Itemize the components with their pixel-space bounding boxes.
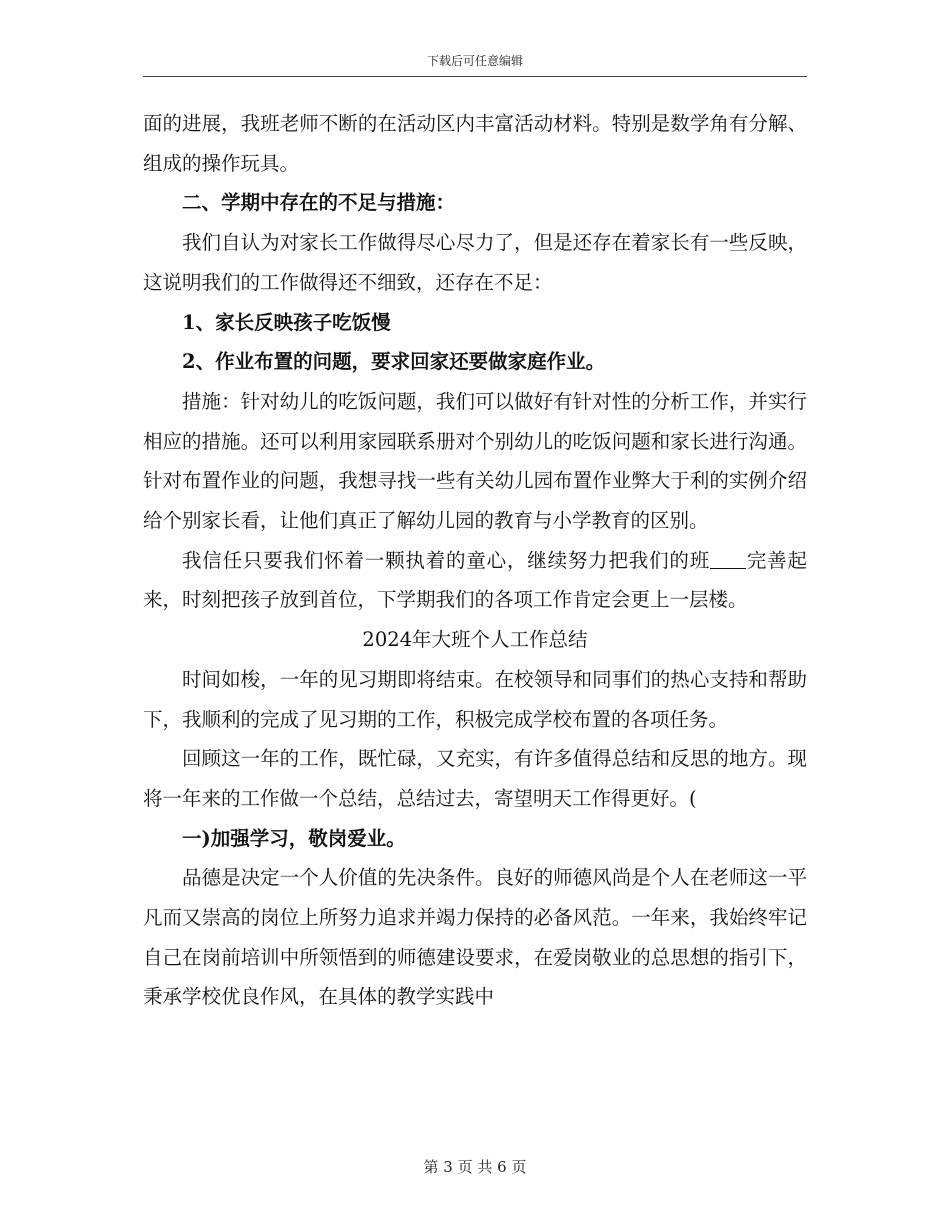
section-heading-shortcomings: 二、学期中存在的不足与措施：: [182, 191, 456, 215]
header-divider: [143, 76, 807, 77]
list-item-homework: 2、作业布置的问题，要求回家还要做家庭作业。: [182, 350, 606, 374]
list-item-eating-slow: 1、家长反映孩子吃饭慢: [182, 310, 391, 334]
paragraph-ethics: 品德是决定一个人价值的先决条件。良好的师德风尚是个人在老师这一平凡而又崇高的岗位上所努力追求并竭力保持的必备风范。一年来，我始终牢记自己在岗前培训中所领悟到的师德建设要求，在爱岗敬业的总思想的指引下，秉承学校优良作风，在具体的教学实践中: [143, 866, 807, 1009]
page-header: 下载后可任意编辑: [426, 54, 523, 68]
page-footer: 第 3 页 共 6 页: [423, 1158, 527, 1176]
paragraph-intro: 时间如梭，一年的见习期即将结束。在校领导和同事们的热心支持和帮助下，我顺利的完成了见习期的工作，积极完成学校布置的各项任务。: [143, 667, 807, 731]
section-heading-study: 一)加强学习，敬岗爱业。: [182, 826, 406, 850]
document-body: [143, 104, 807, 1017]
paragraph-belief-part2: 完善起来，时刻把孩子放到首位，下学期我们的各项工作肯定会更上一层楼。: [143, 548, 807, 612]
paragraph-review: 回顾这一年的工作，既忙碌，又充实，有许多值得总结和反思的地方。现将一年来的工作做一个总结，总结过去，寄望明天工作得更好。(: [143, 747, 807, 810]
paragraph-belief-part1: 我信任只要我们怀着一颗执着的童心，继续努力把我们的班: [182, 548, 711, 572]
fill-in-blank: [710, 548, 746, 569]
document-title: 2024年大班个人工作总结: [362, 628, 588, 652]
paragraph-continuation: 面的进展，我班老师不断的在活动区内丰富活动材料。特别是数学角有分解、组成的操作玩具。: [143, 112, 807, 175]
paragraph-belief: [143, 541, 807, 620]
paragraph-measures: 措施：针对幼儿的吃饭问题，我们可以做好有针对性的分析工作，并实行相应的措施。还可以利用家园联系册对个别幼儿的吃饭问题和家长进行沟通。针对布置作业的问题，我想寻找一些有关幼儿园布置作业弊大于利的实例介绍给个别家长看，让他们真正了解幼儿园的教育与小学教育的区别。: [143, 389, 807, 533]
paragraph-parent-work: 我们自认为对家长工作做得尽心尽力了，但是还存在着家长有一些反映，这说明我们的工作做得还不细致，还存在不足：: [143, 231, 807, 294]
